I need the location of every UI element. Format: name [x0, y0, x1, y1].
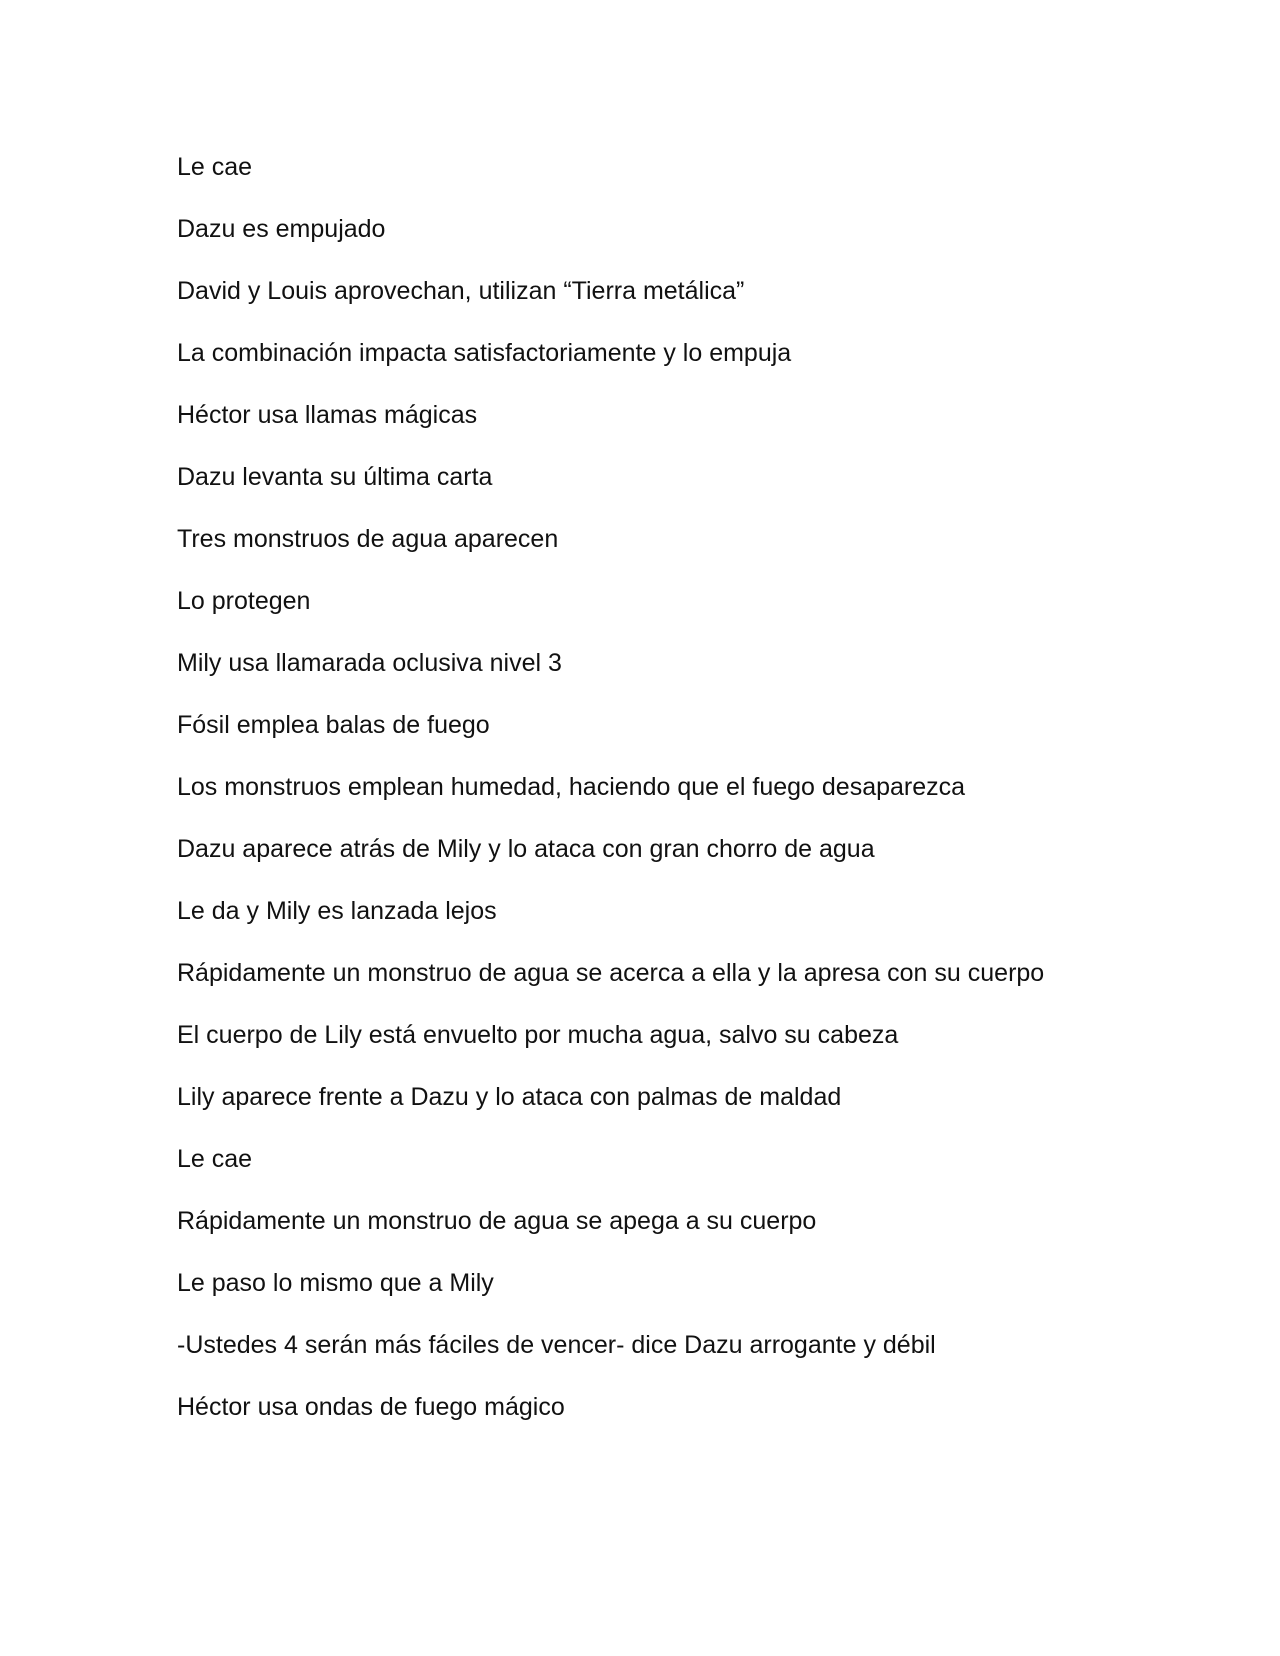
paragraph-line: El cuerpo de Lily está envuelto por mucha agua, salvo su cabeza [177, 1021, 899, 1049]
paragraph-line: Héctor usa ondas de fuego mágico [177, 1393, 565, 1421]
paragraph-line: -Ustedes 4 serán más fáciles de vencer- dice Dazu arrogante y débil [177, 1331, 936, 1359]
paragraph-line: Héctor usa llamas mágicas [177, 401, 478, 429]
document-body [177, 144, 1137, 1446]
paragraph-line: Dazu es empujado [177, 215, 386, 243]
paragraph-line: Dazu aparece atrás de Mily y lo ataca con gran chorro de agua [177, 835, 875, 863]
paragraph-line: Le cae [177, 1145, 253, 1173]
paragraph-line: Le paso lo mismo que a Mily [177, 1269, 494, 1297]
paragraph-line: Rápidamente un monstruo de agua se acerca a ella y la apresa con su cuerpo [177, 959, 1045, 987]
paragraph-line: Mily usa llamarada oclusiva nivel 3 [177, 649, 562, 677]
paragraph-line: Dazu levanta su última carta [177, 463, 493, 491]
paragraph-line: Le cae [177, 153, 253, 181]
paragraph-line: Le da y Mily es lanzada lejos [177, 897, 497, 925]
paragraph-line: Tres monstruos de agua aparecen [177, 525, 559, 553]
paragraph-line: Fósil emplea balas de fuego [177, 711, 490, 739]
paragraph-line: La combinación impacta satisfactoriamente y lo empuja [177, 339, 792, 367]
paragraph-line: Rápidamente un monstruo de agua se apega a su cuerpo [177, 1207, 817, 1235]
paragraph-line: David y Louis aprovechan, utilizan “Tierra metálica” [177, 277, 745, 305]
paragraph-line: Lily aparece frente a Dazu y lo ataca con palmas de maldad [177, 1083, 842, 1111]
paragraph-line: Los monstruos emplean humedad, haciendo que el fuego desaparezca [177, 773, 966, 801]
paragraph-line: Lo protegen [177, 587, 311, 615]
